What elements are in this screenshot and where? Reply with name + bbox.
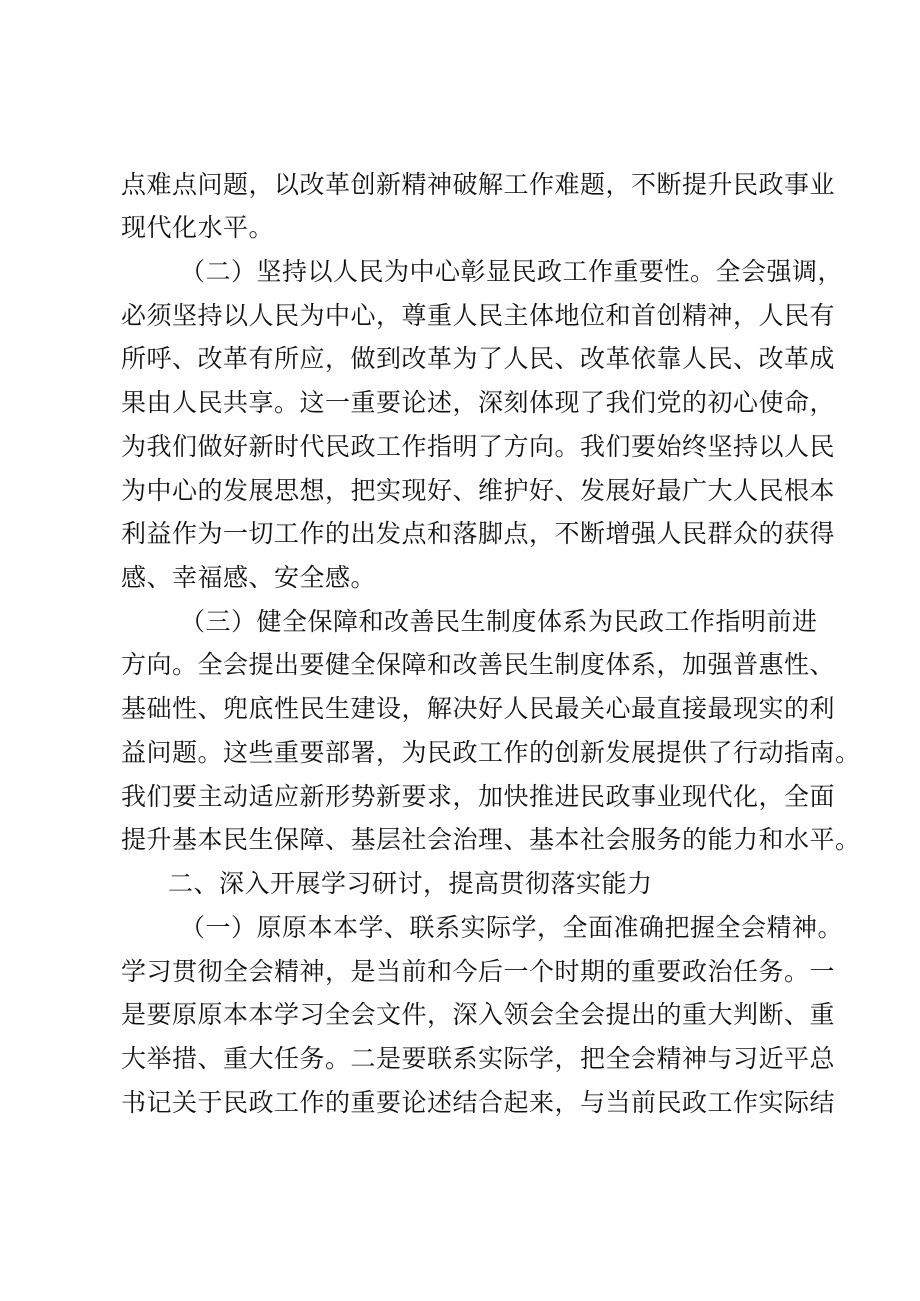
text-line: 学习贯彻全会精神，是当前和今后一个时期的重要政治任务。一: [121, 957, 836, 986]
text-line: 所呼、改革有所应，做到改革为了人民、改革依靠人民、改革成: [121, 344, 836, 373]
text-line: 利益作为一切工作的出发点和落脚点，不断增强人民群众的获得: [121, 519, 836, 548]
text-line: 是要原原本本学习全会文件，深入领会全会提出的重大判断、重: [121, 1000, 836, 1029]
text-line: 书记关于民政工作的重要论述结合起来，与当前民政工作实际结: [121, 1088, 836, 1117]
section-heading: （一）原原本本学、联系实际学，全面准确把握全会精神。: [180, 913, 844, 942]
text-line: 基础性、兜底性民生建设，解决好人民最关心最直接最现实的利: [121, 694, 836, 723]
text-line: 为我们做好新时代民政工作指明了方向。我们要始终坚持以人民: [121, 432, 836, 461]
text-line: 果由人民共享。这一重要论述，深刻体现了我们党的初心使命，: [121, 388, 836, 417]
text-line: 点难点问题，以改革创新精神破解工作难题，不断提升民政事业: [121, 170, 836, 199]
text-line: 感、幸福感、安全感。: [121, 563, 377, 592]
chapter-heading: 二、深入开展学习研讨，提高贯彻落实能力: [168, 869, 653, 898]
text-line: 为中心的发展思想，把实现好、维护好、发展好最广大人民根本: [121, 476, 836, 505]
text-line: 方向。全会提出要健全保障和改善民生制度体系，加强普惠性、: [121, 650, 836, 679]
text-line: 必须坚持以人民为中心，尊重人民主体地位和首创精神，人民有: [121, 301, 836, 330]
text-line: 我们要主动适应新形势新要求，加快推进民政事业现代化，全面: [121, 782, 836, 811]
text-line: 现代化水平。: [121, 213, 275, 242]
text-line: 提升基本民生保障、基层社会治理、基本社会服务的能力和水平。: [121, 825, 861, 854]
text-line: 益问题。这些重要部署，为民政工作的创新发展提供了行动指南。: [121, 738, 861, 767]
section-heading: （二）坚持以人民为中心彰显民政工作重要性。全会强调，: [180, 257, 844, 286]
text-line: 大举措、重大任务。二是要联系实际学，把全会精神与习近平总: [121, 1044, 836, 1073]
section-heading: （三）健全保障和改善民生制度体系为民政工作指明前进: [180, 607, 818, 636]
